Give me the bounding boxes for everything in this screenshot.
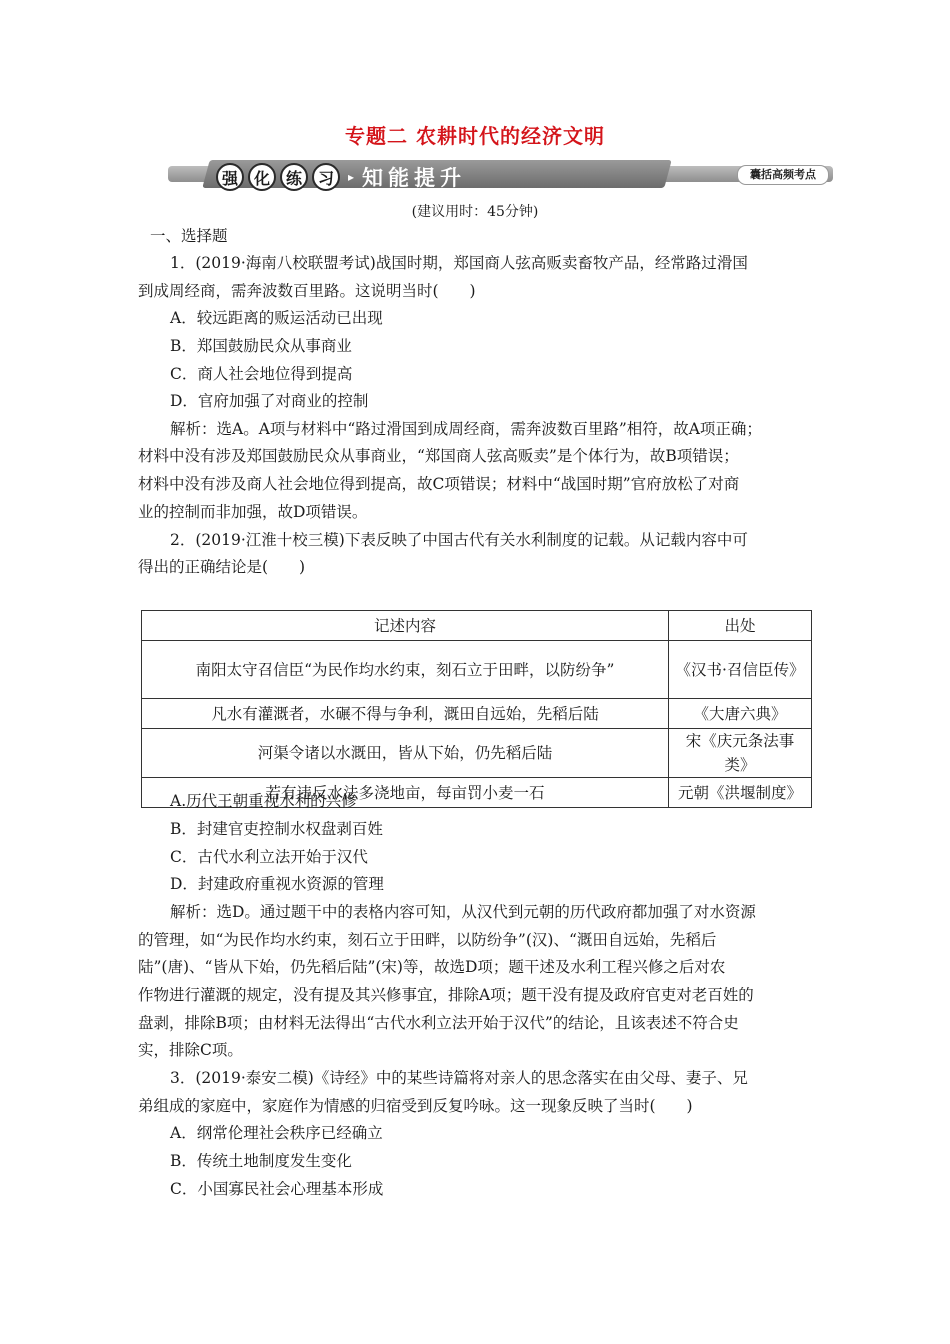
question-1-analysis: 材料中没有涉及郑国鼓励民众从事商业，“郑国商人弦高贩卖”是个体行为，故B项错误；: [138, 447, 739, 465]
table-cell: 南阳太守召信臣“为民作均水约束，刻石立于田畔，以防纷争”: [142, 641, 669, 699]
suggested-time: (建议用时：45分钟): [411, 204, 539, 220]
question-3-option-b: B．传统土地制度发生变化: [170, 1152, 352, 1170]
question-1-analysis: 材料中没有涉及商人社会地位得到提高，故C项错误；材料中“战国时期”官府放松了对商: [138, 475, 740, 493]
question-1-stem: 1．(2019·海南八校联盟考试)战国时期，郑国商人弦高贩卖畜牧产品，经常路过滑国: [170, 254, 748, 272]
table-row: [142, 641, 812, 699]
question-1-option-b: B．郑国鼓励民众从事商业: [170, 337, 352, 355]
page-title: 专题二 农耕时代的经济文明: [345, 124, 605, 148]
question-1-stem-cont: 到成周经商，需奔波数百里路。这说明当时( ): [138, 282, 476, 300]
question-2-option-d: D．封建政府重视水资源的管理: [170, 875, 384, 893]
table-cell: 河渠令诸以水溉田，皆从下始，仍先稻后陆: [142, 729, 669, 778]
question-1-analysis: 业的控制而非加强，故D项错误。: [138, 503, 368, 521]
banner-title: [216, 162, 466, 192]
table-cell: 元朝《洪堰制度》: [669, 778, 812, 808]
table-cell: 《大唐六典》: [669, 699, 812, 729]
question-2-option-a: A.历代王朝重视水利的兴修: [170, 792, 357, 810]
question-2-analysis: 盘剥，排除B项；由材料无法得出“古代水利立法开始于汉代”的结论，且该表述不符合史: [138, 1014, 739, 1032]
question-2-analysis: 陆”(唐)、“皆从下始，仍先稻后陆”(宋)等，故选D项；题干述及水利工程兴修之后对农: [138, 958, 726, 976]
banner-tag: 囊括高频考点: [737, 165, 829, 185]
banner-char: 习: [312, 163, 340, 191]
question-2-option-c: C．古代水利立法开始于汉代: [170, 848, 368, 866]
table-header: 记述内容: [142, 611, 669, 641]
question-3-stem: 3．(2019·泰安二模)《诗经》中的某些诗篇将对亲人的思念落实在由父母、妻子、兄: [170, 1069, 748, 1087]
question-1-option-a: A．较远距离的贩运活动已出现: [170, 309, 383, 327]
question-1-option-d: D．官府加强了对商业的控制: [170, 392, 369, 410]
section-heading: 一、选择题: [150, 227, 228, 245]
table-header: 出处: [669, 611, 812, 641]
section-banner: [168, 160, 833, 188]
question-2-option-b: B．封建官吏控制水权盘剥百姓: [170, 820, 383, 838]
question-3-option-c: C．小国寡民社会心理基本形成: [170, 1180, 384, 1198]
records-table: [141, 610, 812, 808]
table-row: [142, 729, 812, 778]
table-cell: 宋《庆元条法事类》: [669, 729, 812, 778]
question-3-stem-cont: 弟组成的家庭中，家庭作为情感的归宿受到反复吟咏。这一现象反映了当时( ): [138, 1097, 693, 1115]
table-cell: 凡水有灌溉者，水碾不得与争利，溉田自远始，先稻后陆: [142, 699, 669, 729]
question-2-analysis: 作物进行灌溉的规定，没有提及其兴修事宜，排除A项；题干没有提及政府官吏对老百姓的: [138, 986, 754, 1004]
banner-char: 强: [216, 163, 244, 191]
question-2-analysis: 解析：选D。通过题干中的表格内容可知，从汉代到元朝的历代政府都加强了对水资源: [170, 903, 756, 921]
table-row: [142, 699, 812, 729]
question-1-option-c: C．商人社会地位得到提高: [170, 365, 353, 383]
banner-subtitle: 知能提升: [362, 166, 467, 190]
banner-char: 练: [280, 163, 308, 191]
arrow-right-icon: ▸: [348, 170, 355, 184]
table-cell: 《汉书·召信臣传》: [669, 641, 812, 699]
banner-char: 化: [248, 163, 276, 191]
question-2-analysis: 的管理，如“为民作均水约束，刻石立于田畔，以防纷争”(汉)、“溉田自远始，先稻后: [138, 931, 717, 949]
question-2-stem-cont: 得出的正确结论是( ): [138, 558, 306, 576]
question-1-analysis: 解析：选A。A项与材料中“路过滑国到成周经商，需奔波数百里路”相符，故A项正确；: [170, 420, 762, 438]
question-2-analysis: 实，排除C项。: [138, 1041, 243, 1059]
question-2-stem: 2．(2019·江淮十校三模)下表反映了中国古代有关水利制度的记载。从记载内容中可: [170, 531, 748, 549]
table-header-row: [142, 611, 812, 641]
table-cell: 若有违反水法多浇地亩，每亩罚小麦一石: [142, 778, 669, 808]
question-3-option-a: A．纲常伦理社会秩序已经确立: [170, 1124, 383, 1142]
